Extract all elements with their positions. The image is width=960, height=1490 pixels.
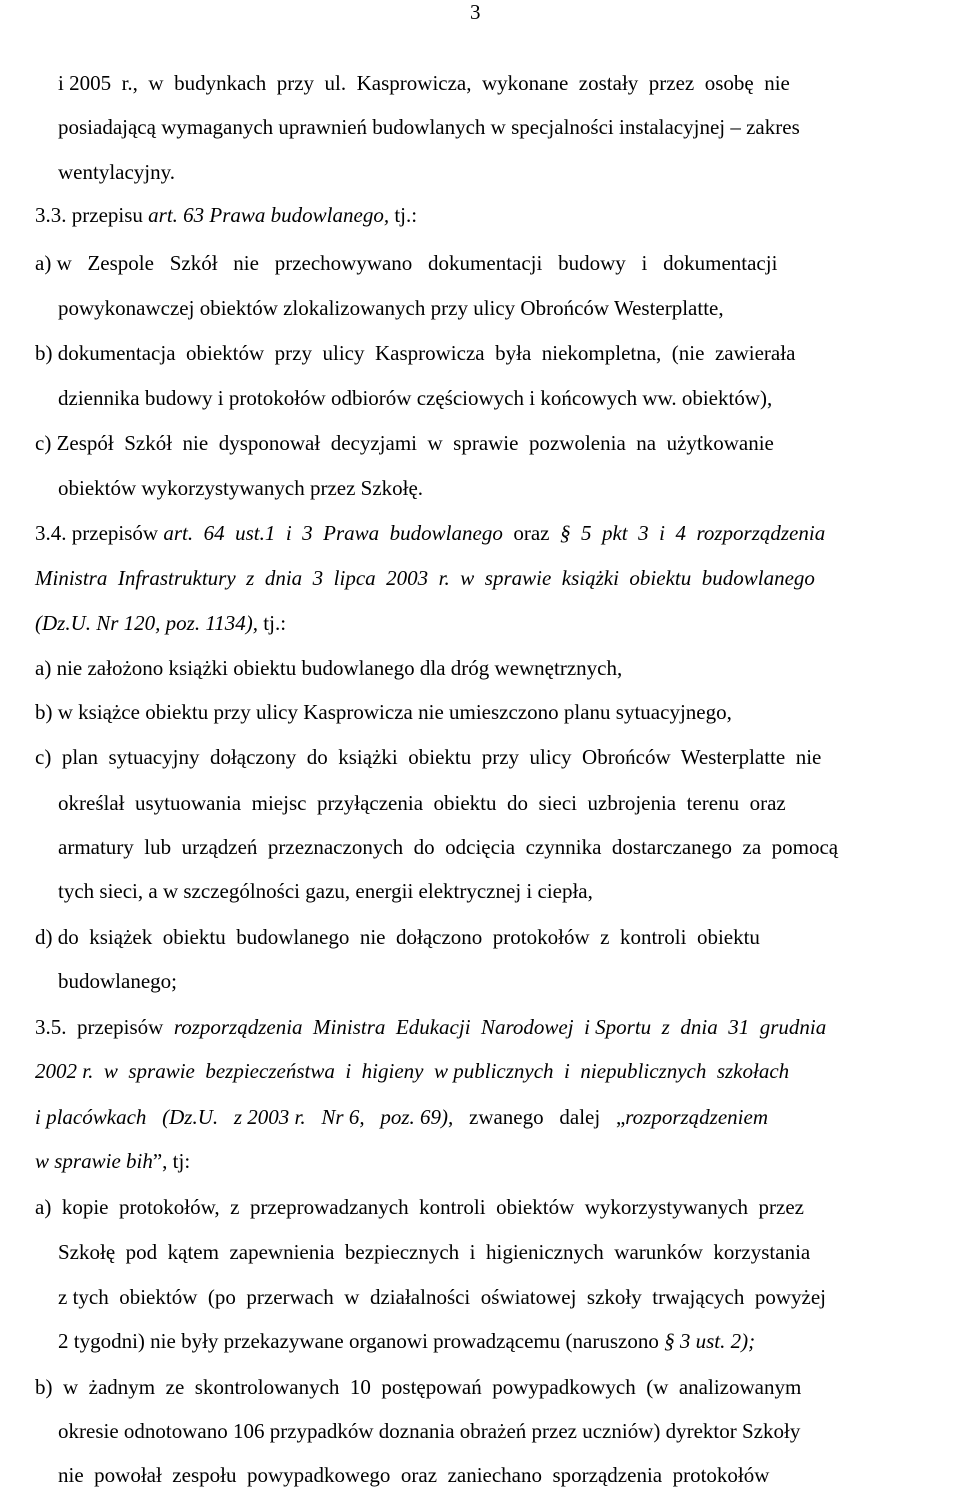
text-line: wentylacyjny. bbox=[58, 160, 176, 184]
text-line: Szkołę pod kątem zapewnienia bezpiecznych i higienicznych warunków korzystania bbox=[58, 1240, 811, 1264]
text-line: armatury lub urządzeń przeznaczonych do odcięcia czynnika dostarczanego za pomocą bbox=[58, 835, 839, 859]
text-segment: ”, tj: bbox=[152, 1149, 191, 1173]
page-number: 3 bbox=[470, 0, 481, 24]
text-segment: tj.: bbox=[258, 611, 287, 635]
italic-citation: rozporządzeniem bbox=[625, 1105, 768, 1129]
italic-citation: rozporządzenia Ministra Edukacji Narodowej i Sportu z dnia 31 grudnia bbox=[173, 1015, 827, 1039]
text-segment: tj.: bbox=[389, 203, 418, 227]
text-line: budowlanego; bbox=[58, 969, 177, 993]
text-segment: zwanego dalej „ bbox=[453, 1105, 626, 1129]
text-line: tych sieci, a w szczególności gazu, energii elektrycznej i ciepła, bbox=[58, 879, 593, 903]
text-line: c) Zespół Szkół nie dysponował decyzjami w sprawie pozwolenia na użytkowanie bbox=[35, 431, 774, 455]
text-line bbox=[35, 1146, 950, 1176]
text-line: i 2005 r., w budynkach przy ul. Kasprowicza, wykonane zostały przez osobę nie bbox=[58, 71, 790, 95]
text-line: z tych obiektów (po przerwach w działalności oświatowej szkoły trwających powyżej bbox=[58, 1285, 826, 1309]
text-line: b) w żadnym ze skontrolowanych 10 postępowań powypadkowych (w analizowanym bbox=[35, 1375, 802, 1399]
text-line: okresie odnotowano 106 przypadków doznania obrażeń przez uczniów) dyrektor Szkoły bbox=[58, 1419, 801, 1443]
text-segment: oraz bbox=[502, 521, 560, 545]
text-segment: 3.3. przepisu bbox=[35, 203, 149, 227]
text-line: b) w książce obiektu przy ulicy Kasprowicza nie umieszczono planu sytuacyjnego, bbox=[35, 700, 732, 724]
text-line bbox=[35, 1056, 955, 1086]
text-line: określał usytuowania miejsc przyłączenia obiektu do sieci uzbrojenia terenu oraz bbox=[58, 791, 786, 815]
text-line: a) kopie protokołów, z przeprowadzanych kontroli obiektów wykorzystywanych przez bbox=[35, 1195, 804, 1219]
text-line bbox=[35, 1102, 955, 1132]
text-line: posiadającą wymaganych uprawnień budowlanych w specjalności instalacyjnej – zakres bbox=[58, 115, 800, 139]
text-line: dziennika budowy i protokołów odbiorów częściowych i końcowych ww. obiektów), bbox=[58, 386, 773, 410]
text-line: d) do książek obiektu budowlanego nie dołączono protokołów z kontroli obiektu bbox=[35, 925, 760, 949]
italic-citation: § 5 pkt 3 i 4 rozporządzenia bbox=[559, 521, 826, 545]
italic-citation: § 3 ust. 2); bbox=[664, 1329, 756, 1353]
text-line: a) w Zespole Szkół nie przechowywano dokumentacji budowy i dokumentacji bbox=[35, 251, 778, 275]
text-line: b) dokumentacja obiektów przy ulicy Kasprowicza była niekompletna, (nie zawierała bbox=[35, 341, 796, 365]
italic-citation: i placówkach (Dz.U. z 2003 r. Nr 6, poz. 69), bbox=[35, 1105, 454, 1129]
italic-citation: (Dz.U. Nr 120, poz. 1134), bbox=[35, 611, 259, 635]
italic-citation: Ministra Infrastruktury z dnia 3 lipca 2003 r. w sprawie książki obiektu budowlanego bbox=[35, 566, 815, 590]
italic-citation: art. 63 Prawa budowlanego, bbox=[148, 203, 390, 227]
text-segment: 3.5. przepisów bbox=[35, 1015, 174, 1039]
text-segment: 2 tygodni) nie były przekazywane organowi prowadzącemu (naruszono bbox=[58, 1329, 665, 1353]
italic-citation: 2002 r. w sprawie bezpieczeństwa i higieny w publicznych i niepublicznych szkołach bbox=[35, 1059, 790, 1083]
text-line bbox=[35, 518, 955, 548]
text-line bbox=[35, 563, 955, 593]
italic-citation: art. 64 ust.1 i 3 Prawa budowlanego bbox=[163, 521, 503, 545]
text-line bbox=[35, 200, 950, 230]
text-line bbox=[35, 608, 950, 638]
text-line bbox=[58, 1326, 950, 1356]
text-line: obiektów wykorzystywanych przez Szkołę. bbox=[58, 476, 424, 500]
italic-citation: w sprawie bih bbox=[35, 1149, 153, 1173]
text-line: c) plan sytuacyjny dołączony do książki obiektu przy ulicy Obrońców Westerplatte nie bbox=[35, 745, 822, 769]
text-line: nie powołał zespołu powypadkowego oraz zaniechano sporządzenia protokołów bbox=[58, 1463, 770, 1487]
text-line: a) nie założono książki obiektu budowlanego dla dróg wewnętrznych, bbox=[35, 656, 623, 680]
text-segment: 3.4. przepisów bbox=[35, 521, 164, 545]
text-line: powykonawczej obiektów zlokalizowanych przy ulicy Obrońców Westerplatte, bbox=[58, 296, 724, 320]
text-line bbox=[35, 1012, 955, 1042]
